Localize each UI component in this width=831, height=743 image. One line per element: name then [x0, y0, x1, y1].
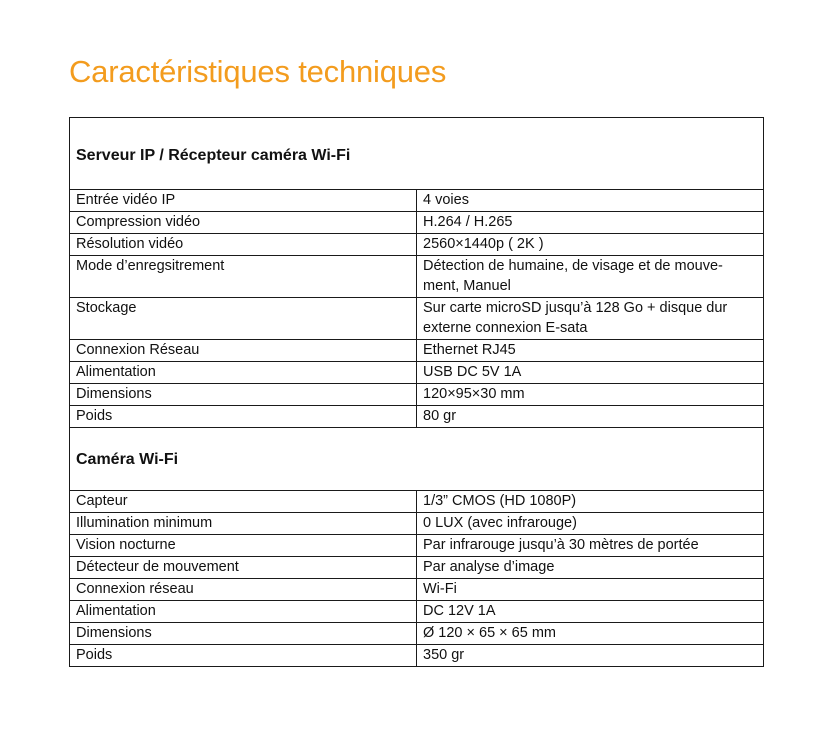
spec-label: Entrée vidéo IP [70, 190, 417, 212]
section-heading: Caméra Wi-Fi [70, 428, 764, 491]
spec-label: Vision nocturne [70, 535, 417, 557]
spec-label: Dimensions [70, 623, 417, 645]
page-title: Caractéristiques techniques [69, 54, 447, 89]
spec-value: 120×95×30 mm [417, 384, 764, 406]
spec-value: Wi-Fi [417, 579, 764, 601]
table-row [70, 190, 764, 212]
spec-value: 2560×1440p ( 2K ) [417, 234, 764, 256]
section-heading: Serveur IP / Récepteur caméra Wi-Fi [70, 118, 764, 190]
table-row [70, 645, 764, 667]
spec-label: Illumination minimum [70, 513, 417, 535]
table-row [70, 234, 764, 256]
spec-label: Poids [70, 645, 417, 667]
spec-value: Sur carte microSD jusqu’à 128 Go + disque dur externe connexion E-sata [417, 298, 764, 340]
table-row [70, 212, 764, 234]
spec-value: H.264 / H.265 [417, 212, 764, 234]
spec-value: 1/3” CMOS (HD 1080P) [417, 491, 764, 513]
spec-label: Connexion réseau [70, 579, 417, 601]
spec-label: Alimentation [70, 601, 417, 623]
spec-value: 80 gr [417, 406, 764, 428]
spec-value: Ø 120 × 65 × 65 mm [417, 623, 764, 645]
spec-label: Alimentation [70, 362, 417, 384]
table-row [70, 340, 764, 362]
spec-label: Connexion Réseau [70, 340, 417, 362]
table-row [70, 579, 764, 601]
section-header-server [70, 118, 764, 190]
specifications-table [69, 117, 764, 667]
spec-label: Capteur [70, 491, 417, 513]
table-row [70, 601, 764, 623]
spec-label: Stockage [70, 298, 417, 340]
spec-value: DC 12V 1A [417, 601, 764, 623]
spec-label: Dimensions [70, 384, 417, 406]
spec-value: Par analyse d’image [417, 557, 764, 579]
table-row [70, 623, 764, 645]
spec-value: Par infrarouge jusqu’à 30 mètres de portée [417, 535, 764, 557]
spec-value: Détection de humaine, de visage et de mouve-ment, Manuel [417, 256, 764, 298]
table-row [70, 557, 764, 579]
table-row [70, 384, 764, 406]
spec-value: 0 LUX (avec infrarouge) [417, 513, 764, 535]
spec-label: Poids [70, 406, 417, 428]
spec-value: 350 gr [417, 645, 764, 667]
spec-label: Compression vidéo [70, 212, 417, 234]
spec-value: Ethernet RJ45 [417, 340, 764, 362]
table-row [70, 491, 764, 513]
table-row [70, 298, 764, 340]
spec-label: Mode d’enregsitrement [70, 256, 417, 298]
spec-value: USB DC 5V 1A [417, 362, 764, 384]
table-row [70, 256, 764, 298]
section-header-camera [70, 428, 764, 491]
spec-label: Détecteur de mouvement [70, 557, 417, 579]
table-row [70, 535, 764, 557]
table-row [70, 513, 764, 535]
spec-value: 4 voies [417, 190, 764, 212]
spec-label: Résolution vidéo [70, 234, 417, 256]
table-row [70, 362, 764, 384]
table-row [70, 406, 764, 428]
